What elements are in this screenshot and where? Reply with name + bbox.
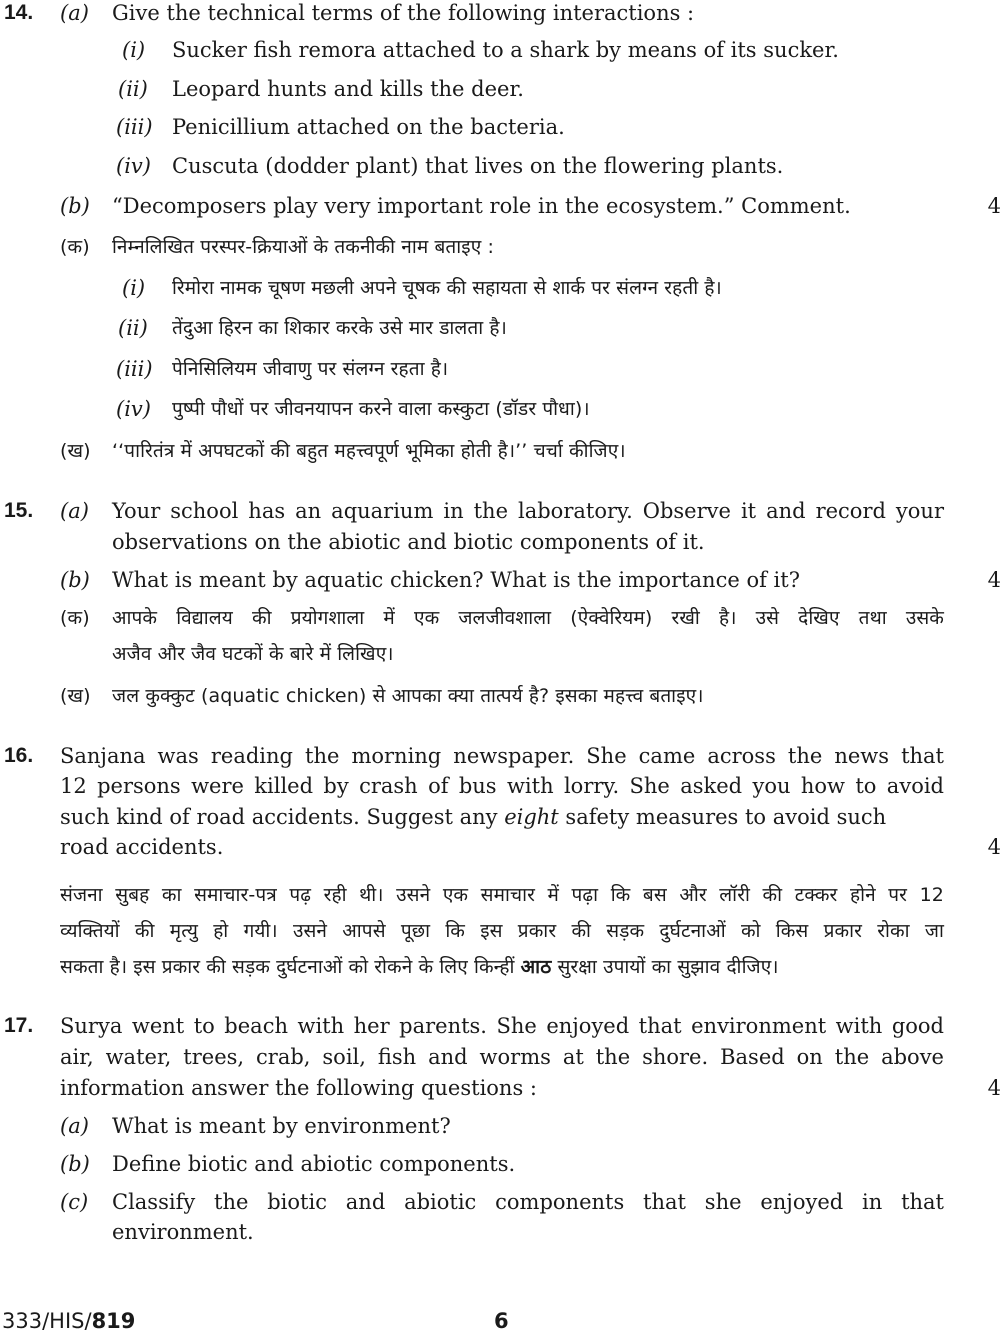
question-text: Give the technical terms of the following interactions :: [112, 1, 695, 25]
question-text: environment.: [112, 1220, 254, 1244]
question-text: [60, 802, 944, 832]
part-label: (b): [60, 568, 90, 592]
bold-word: आठ: [520, 956, 552, 978]
emphasis: eight: [504, 805, 559, 829]
question-number: 16.: [4, 744, 34, 767]
item-text: Sucker fish remora attached to a shark by means of its sucker.: [172, 38, 839, 62]
question-text: Surya went to beach with her parents. She enjoyed that environment with good: [60, 1014, 944, 1038]
part-label: (ख): [60, 685, 91, 707]
question-number: 14.: [4, 1, 34, 24]
item-label: (iv): [116, 154, 151, 178]
item-text: Cuscuta (dodder plant) that lives on the flowering plants.: [172, 154, 784, 178]
question-text-hindi: जल कुक्कुट (aquatic chicken) से आपका क्या तात्पर्य है? इसका महत्त्व बताइए।: [112, 685, 704, 707]
marks: 4: [987, 835, 1001, 859]
question-text: Sanjana was reading the morning newspaper. She came across the news that: [60, 744, 944, 768]
item-label: (ii): [118, 77, 148, 101]
text-segment: सुरक्षा उपायों का सुझाव दीजिए।: [551, 956, 779, 978]
question-text: information answer the following questions :: [60, 1076, 537, 1100]
question-text-hindi: अजैव और जैव घटकों के बारे में लिखिए।: [112, 643, 394, 665]
part-label: (क): [60, 607, 90, 629]
item-text-hindi: पेनिसिलियम जीवाणु पर संलग्न रहता है।: [172, 358, 449, 380]
text-segment: safety measures to avoid such: [558, 805, 887, 829]
question-text-hindi: आपके विद्यालय की प्रयोगशाला में एक जलजीवशाला (ऐक्वेरियम) रखी है। उसे देखिए तथा उसके: [112, 607, 944, 629]
part-label: (a): [60, 499, 89, 523]
item-text-hindi: तेंदुआ हिरन का शिकार करके उसे मार डालता है।: [172, 317, 507, 339]
part-label: (ख): [60, 440, 91, 462]
question-number: 15.: [4, 499, 34, 522]
paper-code-number: 819: [91, 1309, 136, 1333]
question-text: 12 persons were killed by crash of bus with lorry. She asked you how to avoid: [60, 774, 944, 798]
question-text: observations on the abiotic and biotic components of it.: [112, 530, 705, 554]
part-label: (a): [60, 1114, 89, 1138]
question-text: Your school has an aquarium in the laboratory. Observe it and record your: [112, 499, 944, 523]
marks: 4: [987, 1076, 1001, 1100]
item-label: (i): [122, 38, 146, 62]
question-text: What is meant by aquatic chicken? What is the importance of it?: [112, 568, 800, 592]
part-label: (b): [60, 194, 90, 218]
question-text-hindi: निम्नलिखित परस्पर-क्रियाओं के तकनीकी नाम बताइए :: [112, 236, 494, 258]
item-text: Leopard hunts and kills the deer.: [172, 77, 524, 101]
text-segment: such kind of road accidents. Suggest any: [60, 805, 505, 829]
item-label: (ii): [118, 316, 148, 340]
paper-code: [2, 1306, 135, 1336]
item-label: (i): [122, 276, 146, 300]
marks: 4: [987, 568, 1001, 592]
question-text: What is meant by environment?: [112, 1114, 451, 1138]
paper-code-prefix: 333/HIS/: [2, 1309, 92, 1333]
item-text-hindi: रिमोरा नामक चूषण मछली अपने चूषक की सहायता से शार्क पर संलग्न रहती है।: [172, 277, 722, 299]
question-text: road accidents.: [60, 835, 224, 859]
part-label: (b): [60, 1152, 90, 1176]
part-label: (क): [60, 236, 90, 258]
question-text: Define biotic and abiotic components.: [112, 1152, 516, 1176]
question-number: 17.: [4, 1014, 34, 1037]
question-text-hindi: [60, 952, 779, 982]
question-text-hindi: संजना सुबह का समाचार-पत्र पढ़ रही थी। उसने एक समाचार में पढ़ा कि बस और लॉरी की टक्कर होने पर 12: [60, 884, 944, 906]
marks: 4: [987, 194, 1001, 218]
item-label: (iv): [116, 397, 151, 421]
item-text-hindi: पुष्पी पौधों पर जीवनयापन करने वाला कस्कुटा (डॉडर पौधा)।: [172, 398, 590, 420]
page-number: 6: [494, 1309, 509, 1333]
question-text: air, water, trees, crab, soil, fish and worms at the shore. Based on the above: [60, 1045, 944, 1069]
item-text: Penicillium attached on the bacteria.: [172, 115, 565, 139]
text-segment: सकता है। इस प्रकार की सड़क दुर्घटनाओं को रोकने के लिए किन्हीं: [60, 956, 521, 978]
question-text-hindi: ‘‘पारितंत्र में अपघटकों की बहुत महत्त्वपूर्ण भूमिका होती है।’’ चर्चा कीजिए।: [112, 440, 626, 462]
question-text: “Decomposers play very important role in the ecosystem.” Comment.: [112, 194, 851, 218]
part-label: (a): [60, 1, 89, 25]
question-text-hindi: व्यक्तियों की मृत्यु हो गयी। उसने आपसे पूछा कि इस प्रकार की सड़क दुर्घटनाओं को किस प्रकार रोका जा: [60, 920, 944, 942]
question-text: Classify the biotic and abiotic components that she enjoyed in that: [112, 1190, 944, 1214]
item-label: (iii): [116, 357, 153, 381]
part-label: (c): [60, 1190, 89, 1214]
item-label: (iii): [116, 115, 153, 139]
